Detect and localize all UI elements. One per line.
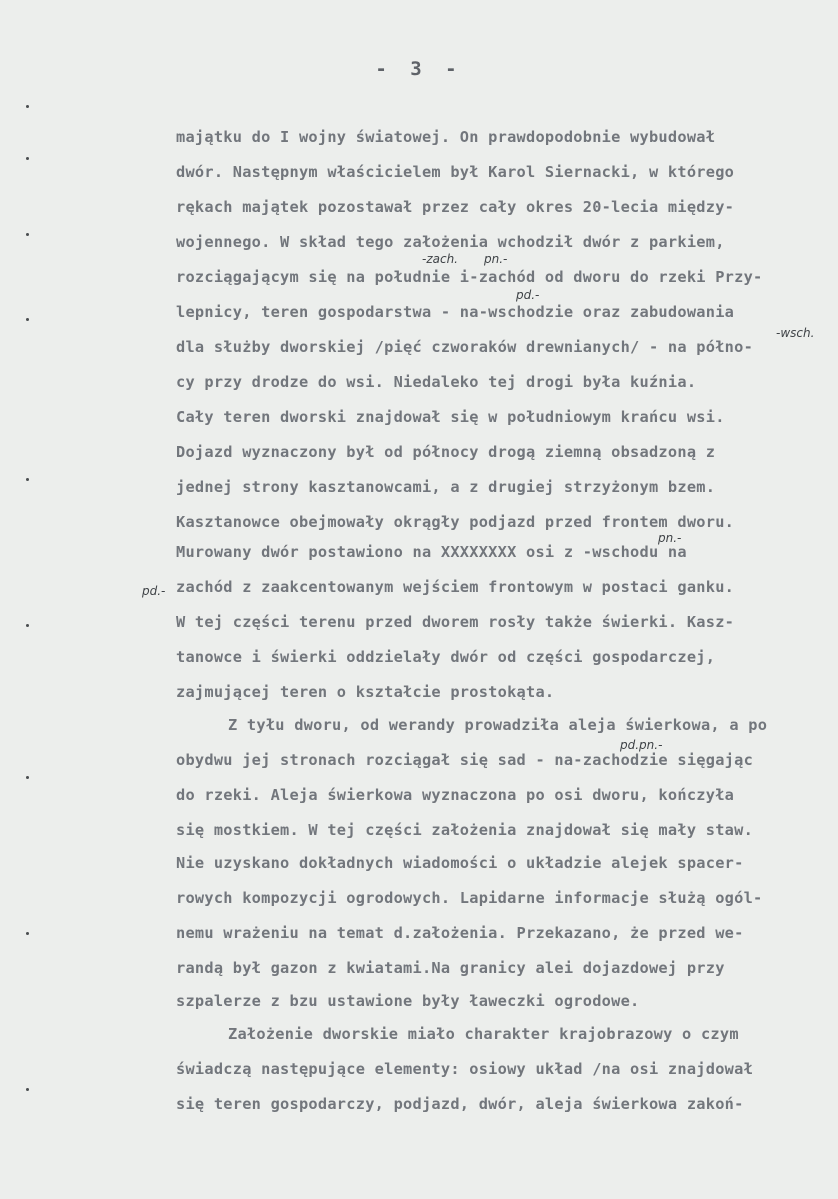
text-line: nemu wrażeniu na temat d.założenia. Przekazano, że przed we- — [176, 924, 744, 942]
text-line: Z tyłu dworu, od werandy prowadziła aleja świerkowa, a po — [228, 716, 768, 734]
text-line: Nie uzyskano dokładnych wiadomości o układzie alejek spacer- — [176, 854, 744, 872]
text-line: tanowce i świerki oddzielały dwór od części gospodarczej, — [176, 648, 716, 666]
margin-dot — [26, 1088, 29, 1091]
margin-dot — [26, 478, 29, 481]
text-line: Dojazd wyznaczony był od północy drogą ziemną obsadzoną z — [176, 443, 716, 461]
page-number: - 3 - — [375, 58, 463, 80]
handwritten-note: pd.pn.- — [620, 738, 663, 752]
text-line: się mostkiem. W tej części założenia znajdował się mały staw. — [176, 821, 754, 839]
margin-dot — [26, 233, 29, 236]
text-line: dwór. Następnym właścicielem był Karol Siernacki, w którego — [176, 163, 735, 181]
text-line: wojennego. W skład tego założenia wchodził dwór z parkiem, — [176, 233, 725, 251]
text-line: zachód z zaakcentowanym wejściem frontowym w postaci ganku. — [176, 578, 735, 596]
text-line: cy przy drodze do wsi. Niedaleko tej drogi była kuźnia. — [176, 373, 697, 391]
handwritten-note: -wsch. — [776, 326, 815, 340]
text-line: szpalerze z bzu ustawione były ławeczki ogrodowe. — [176, 992, 640, 1010]
margin-dot — [26, 105, 29, 108]
margin-dot — [26, 776, 29, 779]
margin-dot — [26, 157, 29, 160]
text-line: rowych kompozycji ogrodowych. Lapidarne informacje służą ogól- — [176, 889, 763, 907]
handwritten-note: pd.- — [516, 288, 540, 302]
margin-dot — [26, 318, 29, 321]
handwritten-note: -zach. — [422, 252, 458, 266]
margin-dot — [26, 624, 29, 627]
text-line: W tej części terenu przed dworem rosły także świerki. Kasz- — [176, 613, 735, 631]
text-line: jednej strony kasztanowcami, a z drugiej strzyżonym bzem. — [176, 478, 716, 496]
text-line: Cały teren dworski znajdował się w południowym krańcu wsi. — [176, 408, 725, 426]
text-line: majątku do I wojny światowej. On prawdopodobnie wybudował — [176, 128, 716, 146]
text-line: Murowany dwór postawiono na XXXXXXXX osi z -wschodu na — [176, 543, 687, 561]
handwritten-note: pn.- — [658, 531, 682, 545]
handwritten-note: pd.- — [142, 584, 166, 598]
text-line: dla służby dworskiej /pięć czworaków drewnianych/ - na półno- — [176, 338, 754, 356]
margin-dot — [26, 932, 29, 935]
text-line: rozciągającym się na południe i-zachód od dworu do rzeki Przy- — [176, 268, 763, 286]
text-line: Założenie dworskie miało charakter krajobrazowy o czym — [228, 1025, 739, 1043]
text-line: lepnicy, teren gospodarstwa - na-wschodzie oraz zabudowania — [176, 303, 735, 321]
text-line: do rzeki. Aleja świerkowa wyznaczona po osi dworu, kończyła — [176, 786, 735, 804]
text-line: rękach majątek pozostawał przez cały okres 20-lecia między- — [176, 198, 735, 216]
text-line: świadczą następujące elementy: osiowy układ /na osi znajdował — [176, 1060, 754, 1078]
text-line: zajmującej teren o kształcie prostokąta. — [176, 683, 555, 701]
text-line: się teren gospodarczy, podjazd, dwór, aleja świerkowa zakoń- — [176, 1095, 744, 1113]
text-line: obydwu jej stronach rozciągał się sad - na-zachodzie sięgając — [176, 751, 754, 769]
handwritten-note: pn.- — [484, 252, 508, 266]
text-line: Kasztanowce obejmowały okrągły podjazd przed frontem dworu. — [176, 513, 735, 531]
text-line: randą był gazon z kwiatami.Na granicy alei dojazdowej przy — [176, 959, 725, 977]
